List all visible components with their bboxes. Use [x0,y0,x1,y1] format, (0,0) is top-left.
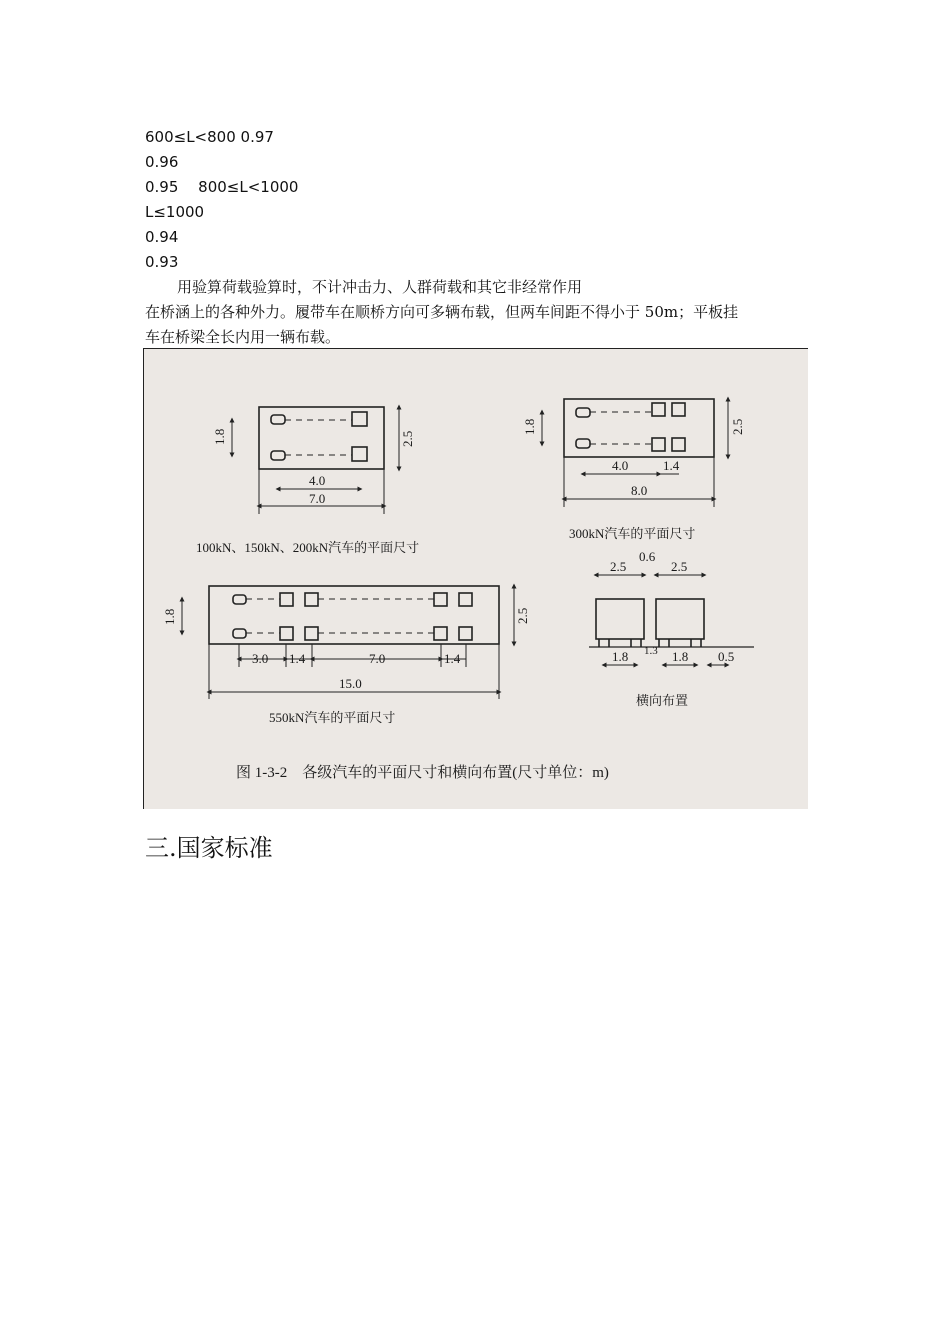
table-line-3: 0.95 800≤L<1000 [145,178,299,196]
t300-dim-length: 8.0 [631,483,648,498]
t550-dim-height: 2.5 [515,607,530,624]
t300-dim-axle: 4.0 [612,458,629,473]
t550-dim-a: 3.0 [252,651,269,666]
table-line-5: 0.94 [145,228,179,246]
truck-550-outline [209,586,499,644]
rear-wheel [652,403,665,416]
front-wheel [271,451,285,460]
transverse-vehicle-2 [656,599,704,639]
t550-dim-d: 1.4 [444,651,461,666]
transverse-dim-width-1: 2.5 [610,559,627,574]
small-dim-height: 2.5 [400,430,415,447]
paragraph-line-1: 用验算荷载验算时，不计冲击力、人群荷载和其它非经常作用 [177,278,583,296]
body-paragraph [145,275,810,350]
t300-dim-width: 1.8 [522,418,537,435]
middle-wheel [280,627,293,640]
t300-dim-height: 2.5 [730,418,745,435]
front-wheel [576,408,590,417]
rear-wheel [672,438,685,451]
figure-drawing [144,349,808,809]
small-dim-length: 7.0 [309,491,326,506]
transverse-label: 横向布置 [636,693,689,708]
small-dim-width: 1.8 [212,428,227,445]
rear-wheel [352,412,367,426]
front-wheel [233,629,246,638]
front-wheel [576,439,590,448]
transverse-vehicle-1 [596,599,644,639]
section-heading: 三.国家标准 [145,834,273,862]
rear-wheel [459,627,472,640]
figure-caption: 图 1-3-2 各级汽车的平面尺寸和横向布置(尺寸单位：m) [236,765,609,781]
rear-wheel [434,593,447,606]
t550-label: 550kN汽车的平面尺寸 [269,710,396,725]
transverse-dim-gap: 0.6 [639,549,656,564]
rear-wheel [434,627,447,640]
t550-dim-b: 1.4 [289,651,306,666]
rear-wheel [459,593,472,606]
table-line-4: L≤1000 [145,203,205,221]
table-line-2: 0.96 [145,153,179,171]
small-truck-label: 100kN、150kN、200kN汽车的平面尺寸 [196,540,420,555]
middle-wheel [305,593,318,606]
transverse-dim-width-2: 2.5 [671,559,688,574]
front-wheel [233,595,246,604]
t300-dim-tandem: 1.4 [663,458,680,473]
t550-dim-c: 7.0 [369,651,386,666]
t300-label: 300kN汽车的平面尺寸 [569,526,696,541]
table-line-6: 0.93 [145,253,179,271]
middle-wheel [280,593,293,606]
paragraph-line-2: 在桥涵上的各种外力。履带车在顺桥方向可多辆布载，但两车间距不得小于 50m；平板挂 [145,303,739,321]
rear-wheel [652,438,665,451]
t550-dim-length: 15.0 [339,676,362,691]
transverse-dim-between: 1.3 [644,645,658,657]
small-dim-axle: 4.0 [309,473,326,488]
middle-wheel [305,627,318,640]
paragraph-line-3: 车在桥梁全长内用一辆布载。 [145,328,341,346]
rear-wheel [672,403,685,416]
transverse-dim-edge: 0.5 [718,649,735,664]
t550-dim-width: 1.8 [162,608,177,625]
front-wheel [271,415,285,424]
rear-wheel [352,447,367,461]
table-line-1: 600≤L<800 0.97 [145,128,274,146]
transverse-dim-track-1: 1.8 [612,649,629,664]
vehicle-dimension-figure [143,348,808,809]
transverse-dim-track-2: 1.8 [672,649,689,664]
